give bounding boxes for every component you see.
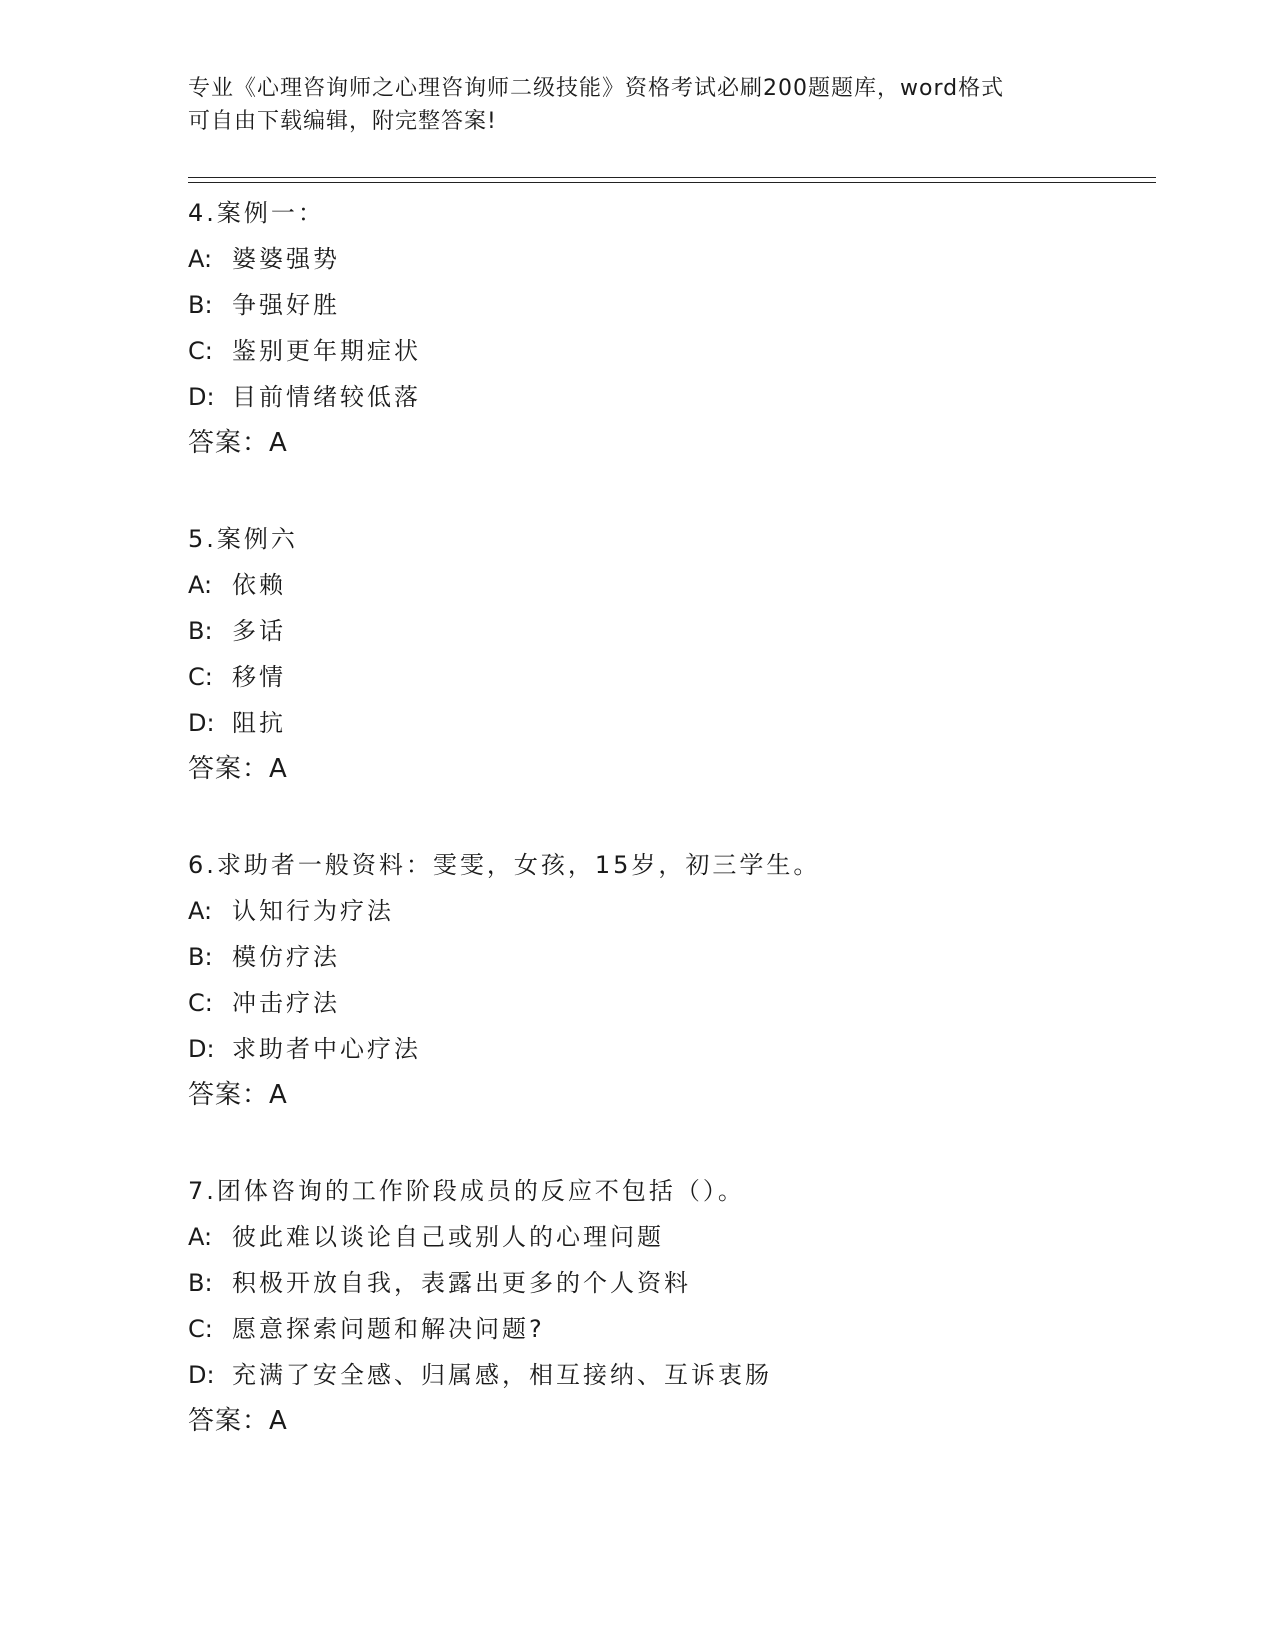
header-divider-top: [188, 177, 1156, 178]
option-letter: B:: [188, 617, 213, 645]
option-letter: B:: [188, 291, 213, 319]
option-letter: C:: [188, 1315, 213, 1343]
option-letter: D:: [188, 383, 215, 411]
option-letter: A:: [188, 897, 213, 925]
header-line-1: 专业《心理咨询师之心理咨询师二级技能》资格考试必刷200题题库，word格式: [188, 76, 1005, 101]
question-spacer: [188, 792, 1148, 842]
question-stem: 6.求助者一般资料：雯雯，女孩，15岁，初三学生。: [188, 851, 821, 879]
option-letter: A:: [188, 245, 213, 273]
option-text: 鉴别更年期症状: [232, 337, 421, 365]
option-letter: B:: [188, 943, 213, 971]
question-list: [188, 190, 1148, 1444]
option-letter: B:: [188, 1269, 213, 1297]
option-letter: D:: [188, 1361, 215, 1389]
header-divider-bottom: [188, 182, 1156, 183]
option-d: [188, 1026, 1148, 1072]
option-b: [188, 1260, 1148, 1306]
option-text: 目前情绪较低落: [232, 383, 421, 411]
option-b: [188, 934, 1148, 980]
header-line-2: 可自由下载编辑，附完整答案!: [188, 109, 497, 134]
option-c: [188, 328, 1148, 374]
option-d: [188, 374, 1148, 420]
option-letter: A:: [188, 1223, 213, 1251]
option-letter: C:: [188, 989, 213, 1017]
answer-line: 答案：A: [188, 428, 288, 458]
question-stem: 7.团体咨询的工作阶段成员的反应不包括（）。: [188, 1177, 745, 1205]
option-b: [188, 608, 1148, 654]
option-letter: C:: [188, 337, 213, 365]
option-a: [188, 562, 1148, 608]
question-item: [188, 190, 1148, 466]
question-spacer: [188, 466, 1148, 516]
option-c: [188, 654, 1148, 700]
option-text: 彼此难以谈论自己或别人的心理问题: [232, 1223, 664, 1251]
option-letter: D:: [188, 1035, 215, 1063]
option-text: 多话: [232, 617, 286, 645]
option-letter: A:: [188, 571, 213, 599]
option-c: [188, 1306, 1148, 1352]
option-text: 愿意探索问题和解决问题?: [232, 1315, 545, 1343]
option-text: 争强好胜: [232, 291, 340, 319]
answer-line: 答案：A: [188, 1080, 288, 1110]
option-text: 模仿疗法: [232, 943, 340, 971]
option-a: [188, 236, 1148, 282]
option-c: [188, 980, 1148, 1026]
question-spacer: [188, 1118, 1148, 1168]
option-text: 阻抗: [232, 709, 286, 737]
option-text: 充满了安全感、归属感，相互接纳、互诉衷肠: [232, 1361, 772, 1389]
answer-line: 答案：A: [188, 1406, 288, 1436]
document-header: [188, 72, 1088, 138]
option-a: [188, 1214, 1148, 1260]
option-text: 依赖: [232, 571, 286, 599]
option-text: 认知行为疗法: [232, 897, 394, 925]
option-letter: D:: [188, 709, 215, 737]
option-text: 移情: [232, 663, 286, 691]
question-stem: 4.案例一：: [188, 199, 325, 227]
option-a: [188, 888, 1148, 934]
option-b: [188, 282, 1148, 328]
option-text: 冲击疗法: [232, 989, 340, 1017]
option-text: 婆婆强势: [232, 245, 340, 273]
option-d: [188, 1352, 1148, 1398]
answer-line: 答案：A: [188, 754, 288, 784]
option-letter: C:: [188, 663, 213, 691]
question-item: [188, 516, 1148, 792]
question-item: [188, 1168, 1148, 1444]
question-item: [188, 842, 1148, 1118]
option-d: [188, 700, 1148, 746]
option-text: 求助者中心疗法: [232, 1035, 421, 1063]
question-stem: 5.案例六: [188, 525, 298, 553]
option-text: 积极开放自我，表露出更多的个人资料: [232, 1269, 691, 1297]
